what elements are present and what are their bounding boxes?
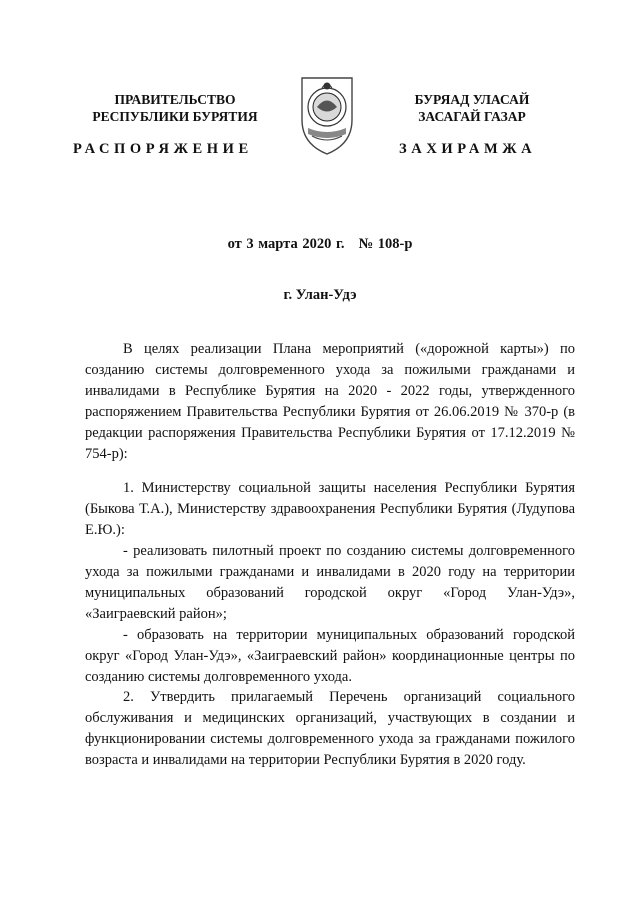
document-body-item1 xyxy=(85,478,575,688)
doc-type-ru: РАСПОРЯЖЕНИЕ xyxy=(73,141,253,157)
document-city: г. Улан-Удэ xyxy=(283,287,357,303)
document-number: № 108-р xyxy=(358,236,413,252)
item1-paragraph: 1. Министерству социальной защиты населения Республики Бурятия (Быкова Т.А.), Министерству здравоохранения Республики Бурятия (Лудупова Е.Ю.): xyxy=(85,480,575,538)
item1-subitem-a: - реализовать пилотный проект по созданию системы долговременного ухода за пожилыми гражданами и инвалидами в 2020 году на территории муниципальных образований городской округ «Город Улан-Удэ», «Заиграевский район»; xyxy=(85,543,575,622)
issuer-ru-line2: РЕСПУБЛИКИ БУРЯТИЯ xyxy=(92,109,258,124)
document-body-item2 xyxy=(85,687,575,771)
date-number-line xyxy=(0,236,640,253)
item1-subitem-b: - образовать на территории муниципальных образований городской округ «Город Улан-Удэ», «Заиграевский район» координационные центры по созданию системы долговременного ухода. xyxy=(85,627,575,685)
issuer-bua-line1: БУРЯАД УЛАСАЙ xyxy=(414,92,530,107)
issuer-bua xyxy=(372,91,572,125)
issuer-ru-line1: ПРАВИТЕЛЬСТВО xyxy=(114,92,236,107)
document-body-intro xyxy=(85,339,575,465)
buryatia-coat-of-arms-icon xyxy=(296,70,358,156)
intro-paragraph: В целях реализации Плана мероприятий («дорожной карты») по созданию системы долговременного ухода за пожилыми гражданами и инвалидами в Республике Бурятия на 2020 - 2022 годы, утвержденного распоряжением Правительства Республики Бурятия от 26.06.2019 № 370-р (в редакции распоряжения Правительства Республики Бурятия от 17.12.2019 № 754-р): xyxy=(85,341,575,462)
issuer-bua-line2: ЗАСАГАЙ ГАЗАР xyxy=(418,109,526,124)
document-date: от 3 марта 2020 г. xyxy=(227,236,345,252)
issuer-ru xyxy=(70,91,280,125)
doc-type-bua: ЗАХИРАМЖА xyxy=(399,141,537,157)
item2-paragraph: 2. Утвердить прилагаемый Перечень организаций социального обслуживания и медицинских организаций, участвующих в создании и функционировании системы долговременного ухода за гражданами пожилого возраста и инвалидами на территории Республики Бурятия в 2020 году. xyxy=(85,689,575,768)
